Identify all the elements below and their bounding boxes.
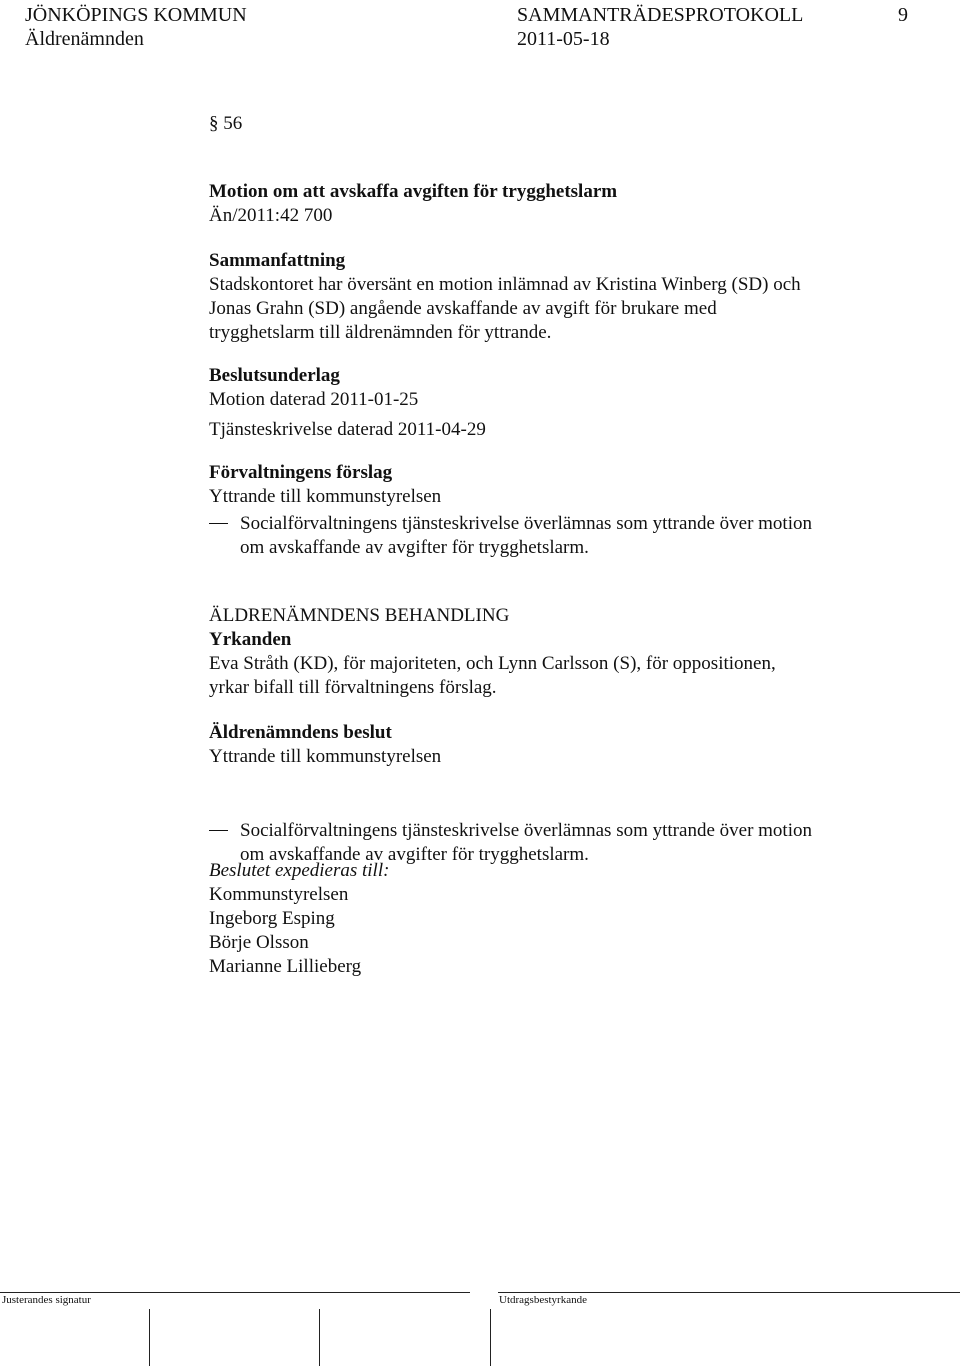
distribution-heading: Beslutet expedieras till: xyxy=(209,860,390,881)
recipient: Ingeborg Esping xyxy=(209,908,335,929)
recipient: Börje Olsson xyxy=(209,932,309,953)
basis-section xyxy=(209,364,418,412)
signature-box-divider xyxy=(149,1309,150,1366)
proposal-bullet xyxy=(209,512,909,560)
summary-line: Jonas Grahn (SD) angående avskaffande av avgift för brukare med xyxy=(209,298,717,319)
header-committee: Äldrenämnden xyxy=(25,28,144,50)
case-reference: Än/2011:42 700 xyxy=(209,205,333,226)
bullet-line: om avskaffande av avgifter för trygghetslarm. xyxy=(240,844,589,865)
header-doc-type: SAMMANTRÄDESPROTOKOLL xyxy=(517,4,804,26)
proposal-heading: Förvaltningens förslag xyxy=(209,462,393,483)
basis-item: Tjänsteskrivelse daterad 2011-04-29 xyxy=(209,419,486,440)
header-date: 2011-05-18 xyxy=(517,28,610,50)
summary-line: trygghetslarm till äldrenämnden för yttrande. xyxy=(209,322,552,343)
motions-line: Eva Stråth (KD), för majoriteten, och Lynn Carlsson (S), för oppositionen, xyxy=(209,653,776,674)
motions-heading: Yrkanden xyxy=(209,629,292,650)
basis-item: Motion daterad 2011-01-25 xyxy=(209,389,419,410)
summary-line: Stadskontoret har översänt en motion inlämnad av Kristina Winberg (SD) och xyxy=(209,274,801,295)
signature-box-divider xyxy=(319,1309,320,1366)
main-content xyxy=(209,0,909,977)
handling-section xyxy=(209,604,776,700)
summary-heading: Sammanfattning xyxy=(209,250,346,271)
decision-heading: Äldrenämndens beslut xyxy=(209,722,392,743)
proposal-section xyxy=(209,461,441,509)
recipient: Marianne Lillieberg xyxy=(209,956,362,977)
certification-label: Utdragsbestyrkande xyxy=(499,1294,587,1306)
distribution-section xyxy=(209,859,389,979)
handling-heading: ÄLDRENÄMNDENS BEHANDLING xyxy=(209,605,510,626)
paragraph-number: § 56 xyxy=(209,113,243,134)
decision-section xyxy=(209,721,441,769)
case-section xyxy=(209,180,617,228)
motions-line: yrkar bifall till förvaltningens förslag. xyxy=(209,677,497,698)
basis-heading: Beslutsunderlag xyxy=(209,365,340,386)
bullet-line: Socialförvaltningens tjänsteskrivelse överlämnas som yttrande över motion xyxy=(240,820,812,841)
summary-section xyxy=(209,249,801,345)
bullet-line: Socialförvaltningens tjänsteskrivelse överlämnas som yttrande över motion xyxy=(240,513,812,534)
signature-label: Justerandes signatur xyxy=(2,1294,91,1306)
decision-intro: Yttrande till kommunstyrelsen xyxy=(209,746,442,767)
page-number: 9 xyxy=(898,4,908,26)
header-organization: JÖNKÖPINGS KOMMUN xyxy=(25,4,247,26)
bullet-line: om avskaffande av avgifter för trygghetslarm. xyxy=(240,537,589,558)
recipient: Kommunstyrelsen xyxy=(209,884,349,905)
signature-box-divider xyxy=(490,1309,491,1366)
dash-bullet-icon xyxy=(209,830,228,831)
dash-bullet-icon xyxy=(209,523,228,524)
proposal-intro: Yttrande till kommunstyrelsen xyxy=(209,486,442,507)
case-title: Motion om att avskaffa avgiften för trygghetslarm xyxy=(209,181,618,202)
